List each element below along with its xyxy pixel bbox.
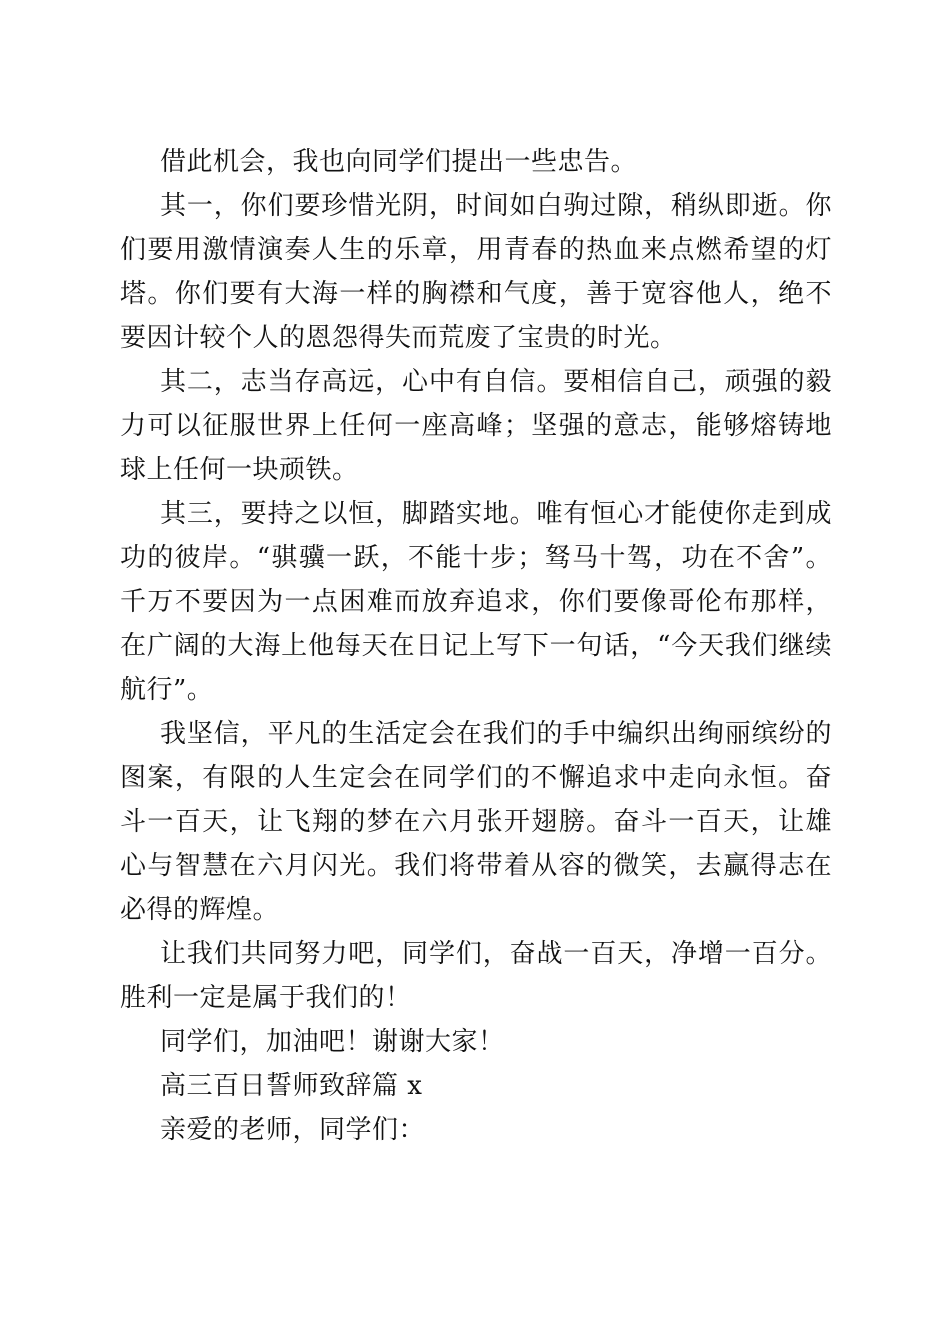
paragraph-closing: 同学们，加油吧！谢谢大家！ (160, 1027, 505, 1057)
paragraph-call-to-action: 让我们共同努力吧，同学们，奋战一百天，净增一百分。胜利一定是属于我们的！ (120, 939, 832, 1013)
paragraph-belief: 我坚信，平凡的生活定会在我们的手中编织出绚丽缤纷的图案，有限的人生定会在同学们的不懈追求中走向永恒。奋斗一百天，让飞翔的梦在六月张开翅膀。奋斗一百天，让雄心与智慧在六月闪光。我们将带着从容的微笑，去赢得志在必得的辉煌。 (120, 719, 832, 925)
paragraph-advice-two: 其二，志当存高远，心中有自信。要相信自己，顽强的毅力可以征服世界上任何一座高峰；坚强的意志，能够熔铸地球上任何一块顽铁。 (120, 367, 832, 485)
paragraph-intro: 借此机会，我也向同学们提出一些忠告。 (160, 147, 638, 177)
paragraph-advice-one: 其一，你们要珍惜光阴，时间如白驹过隙，稍纵即逝。你们要用激情演奏人生的乐章，用青春的热血来点燃希望的灯塔。你们要有大海一样的胸襟和气度，善于宽容他人，绝不要因计较个人的恩怨得失而荒废了宝贵的时光。 (120, 191, 832, 353)
section-heading: 高三百日誓师致辞篇 x (160, 1071, 423, 1101)
paragraph-advice-three: 其三，要持之以恒，脚踏实地。唯有恒心才能使你走到成功的彼岸。“骐骥一跃，不能十步；驽马十驾，功在不舍”。千万不要因为一点困难而放弃追求，你们要像哥伦布那样，在广阔的大海上他每天在日记上写下一句话，“今天我们继续航行”。 (120, 499, 832, 705)
document-body (120, 140, 832, 1152)
paragraph-salutation: 亲爱的老师，同学们： (160, 1115, 426, 1145)
